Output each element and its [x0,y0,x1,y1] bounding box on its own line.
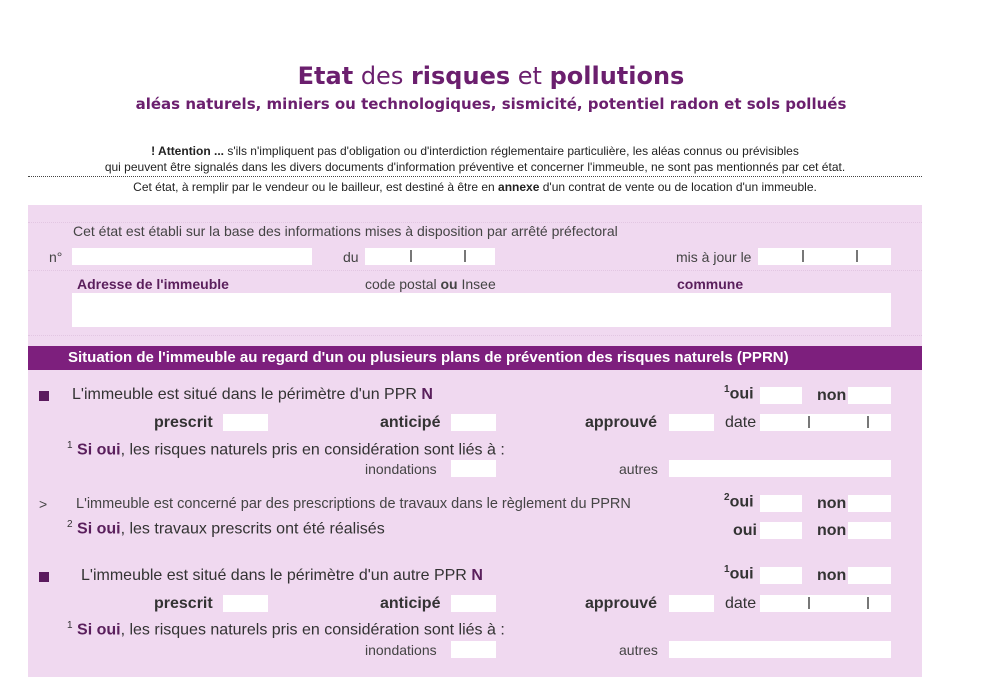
attention-text: s'ils n'impliquent pas d'obligation ou d'interdiction réglementaire particulière, les aléas connus ou prévisibles [224,144,799,158]
date-label: date [725,414,757,431]
cp-text: Insee [457,276,496,292]
footnote-ref: 1 [67,620,73,631]
du-label: du [343,249,359,265]
bullet-square-icon [39,572,49,582]
footnote-ref: 1 [724,384,730,395]
annexe-word: annexe [498,180,540,194]
attention-line-1 [28,144,922,158]
bullet-square-icon [39,391,49,401]
non-checkbox[interactable] [848,567,891,584]
prescrit-label: prescrit [154,595,213,612]
date-separator [808,597,810,609]
inondations-label: inondations [365,461,437,477]
divider [28,176,922,177]
anticipe-checkbox[interactable] [451,595,496,612]
si-oui-text: Si oui [77,520,121,538]
title-part: et [510,62,550,90]
approuve-checkbox[interactable] [669,414,714,431]
si-oui-text: , les risques naturels pris en considération sont liés à : [120,621,505,639]
ppr-question-3 [81,567,483,585]
page-subtitle: aléas naturels, miniers ou technologiques, sismicité, potentiel radon et sols pollués [135,95,847,113]
maj-date-field[interactable] [758,248,891,265]
oui-checkbox[interactable] [760,495,802,512]
si-oui-risques [67,620,505,639]
prescrit-checkbox[interactable] [223,595,268,612]
si-oui-risques [67,440,505,459]
divider [28,270,922,271]
oui-text: oui [729,385,754,403]
attention-line-2: qui peuvent être signalés dans les divers documents d'information préventive et concerner l'immeuble, ne sont pas mentionnés par cet état. [104,160,846,174]
non-label: non [817,522,847,539]
adresse-label: Adresse de l'immeuble [77,276,229,292]
anticipe-label: anticipé [380,414,441,431]
footnote-ref: 1 [724,564,730,575]
oui-text: oui [729,565,754,583]
si-oui-text: Si oui [77,441,121,459]
inondations-checkbox[interactable] [451,460,496,477]
maj-label: mis à jour le [676,249,752,265]
oui-checkbox[interactable] [760,387,802,404]
date-field[interactable] [760,414,891,431]
numero-field[interactable] [72,248,312,265]
oui-label [724,384,754,403]
date-separator [867,416,869,428]
oui-checkbox[interactable] [760,567,802,584]
attention-lead: ! Attention ... [151,144,225,158]
oui-checkbox[interactable] [760,522,802,539]
anticipe-checkbox[interactable] [451,414,496,431]
pprn-section-title: Situation de l'immeuble au regard d'un ou plusieurs plans de prévention des risques naturels (PPRN) [68,349,789,366]
approuve-label: approuvé [585,414,658,431]
autres-label: autres [619,642,658,658]
footnote-ref: 2 [724,492,730,503]
attention-line-3 [28,180,922,194]
prescrit-checkbox[interactable] [223,414,268,431]
title-part: Etat [297,62,354,90]
approuve-label: approuvé [585,595,658,612]
du-date-field[interactable] [365,248,495,265]
si-oui-travaux [67,519,385,538]
footnote-ref: 1 [67,440,73,451]
anticipe-label: anticipé [380,595,441,612]
question-text: L'immeuble est situé dans le périmètre d'un PPR [72,386,422,403]
date-separator [802,250,804,262]
cp-text: code postal [365,276,441,292]
non-checkbox[interactable] [848,522,891,539]
commune-label: commune [677,276,744,292]
oui-label [724,492,754,511]
si-oui-text: , les travaux prescrits ont été réalisés [120,520,385,538]
autres-field[interactable] [669,460,891,477]
inondations-label: inondations [365,642,437,658]
approuve-checkbox[interactable] [669,595,714,612]
footnote-ref: 2 [67,519,73,530]
si-oui-text: Si oui [77,621,121,639]
non-checkbox[interactable] [848,387,891,404]
question-text: N [421,386,433,403]
cp-text: ou [440,276,458,292]
question-text: N [471,567,483,584]
page-title [0,62,982,90]
oui-label: oui [733,522,757,539]
numero-label: n° [49,249,63,265]
date-separator [808,416,810,428]
attention-text: d'un contrat de vente ou de location d'un immeuble. [539,180,817,194]
title-part: des [353,62,411,90]
ppr-question-1 [72,386,433,404]
title-part: pollutions [549,62,685,90]
pprn-section-header [28,346,922,370]
oui-label [724,564,754,583]
code-postal-label [365,276,496,292]
date-separator [867,597,869,609]
question-text: L'immeuble est situé dans le périmètre d'un autre PPR [81,567,472,584]
divider [28,335,922,336]
ppr-question-2: L'immeuble est concerné par des prescriptions de travaux dans le règlement du PPRN [76,496,631,512]
date-separator [410,250,412,262]
date-separator [464,250,466,262]
bullet-arrow-icon: > [39,496,48,512]
non-label: non [817,387,847,404]
inondations-checkbox[interactable] [451,641,496,658]
adresse-field[interactable] [72,293,891,327]
non-label: non [817,567,847,584]
attention-text: Cet état, à remplir par le vendeur ou le bailleur, est destiné à être en [133,180,499,194]
arrete-intro: Cet état est établi sur la base des informations mises à disposition par arrêté préfectoral [73,223,618,239]
date-separator [856,250,858,262]
oui-text: oui [729,493,754,511]
non-checkbox[interactable] [848,495,891,512]
title-part: risques [410,62,511,90]
autres-label: autres [619,461,658,477]
date-label: date [725,595,757,612]
si-oui-text: , les risques naturels pris en considération sont liés à : [120,441,505,459]
date-field[interactable] [760,595,891,612]
non-label: non [817,495,847,512]
prescrit-label: prescrit [154,414,213,431]
autres-field[interactable] [669,641,891,658]
